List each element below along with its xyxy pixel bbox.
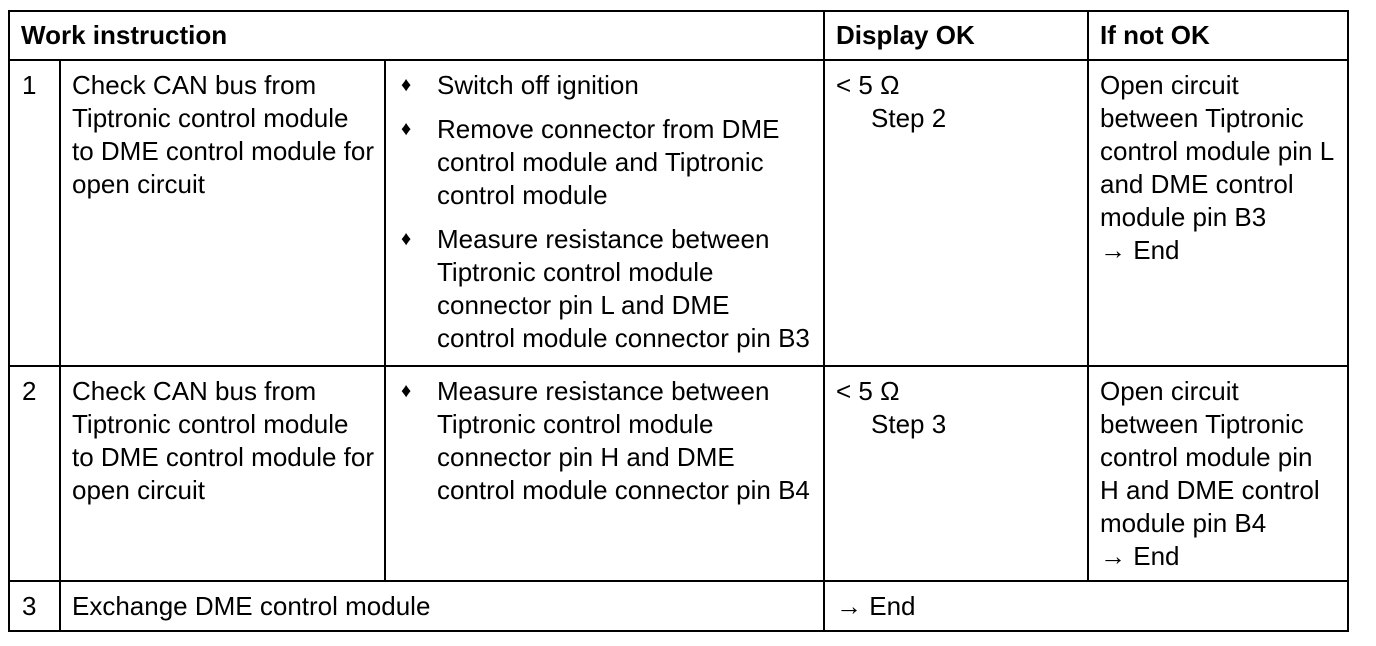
header-if-not-ok: If not OK [1088,11,1348,60]
if-not-ok-cell [1088,366,1348,581]
table-row [9,60,1348,366]
step-description: Check CAN bus from Tiptronic control module to DME control module for open circuit [60,60,385,366]
action-item [397,375,813,507]
diamond-bullet-icon: ♦ [401,228,412,250]
step-number: 3 [9,581,60,631]
if-not-ok-text: Open circuit between Tiptronic control module pin H and DME control module pin B4 [1100,376,1320,538]
diamond-bullet-icon: ♦ [401,74,412,96]
display-ok-cell [824,60,1088,366]
diamond-bullet-icon: ♦ [401,118,412,140]
step-number: 2 [9,366,60,581]
step-actions [385,366,824,581]
step-description: Exchange DME control module [60,581,824,631]
step-description: Check CAN bus from Tiptronic control module to DME control module for open circuit [60,366,385,581]
action-text: Switch off ignition [437,70,639,100]
action-text: Remove connector from DME control module and Tiptronic control module [437,114,780,210]
if-not-ok-cell [1088,60,1348,366]
table-row [9,581,1348,631]
header-display-ok: Display OK [824,11,1088,60]
table-row [9,366,1348,581]
header-work-instruction: Work instruction [9,11,824,60]
step-actions [385,60,824,366]
if-not-ok-text: Open circuit between Tiptronic control module pin L and DME control module pin B3 [1100,70,1334,232]
action-item [397,113,813,212]
display-ok-cell [824,366,1088,581]
step-result: → End [824,581,1348,631]
display-ok-value: < 5 Ω [836,376,900,406]
display-ok-next-step: Step 3 [871,409,947,439]
diamond-bullet-icon: ♦ [401,380,412,402]
action-item [397,69,813,102]
display-ok-next-step: Step 2 [871,103,947,133]
action-text: Measure resistance between Tiptronic control module connector pin L and DME control module connector pin B3 [437,224,810,353]
display-ok-value: < 5 Ω [836,70,900,100]
action-item [397,223,813,355]
if-not-ok-next: → End [1100,235,1180,265]
header-row [9,11,1348,60]
action-text: Measure resistance between Tiptronic control module connector pin H and DME control module connector pin B4 [437,376,810,505]
step-number: 1 [9,60,60,366]
work-instruction-table [8,10,1349,632]
if-not-ok-next: → End [1100,541,1180,571]
